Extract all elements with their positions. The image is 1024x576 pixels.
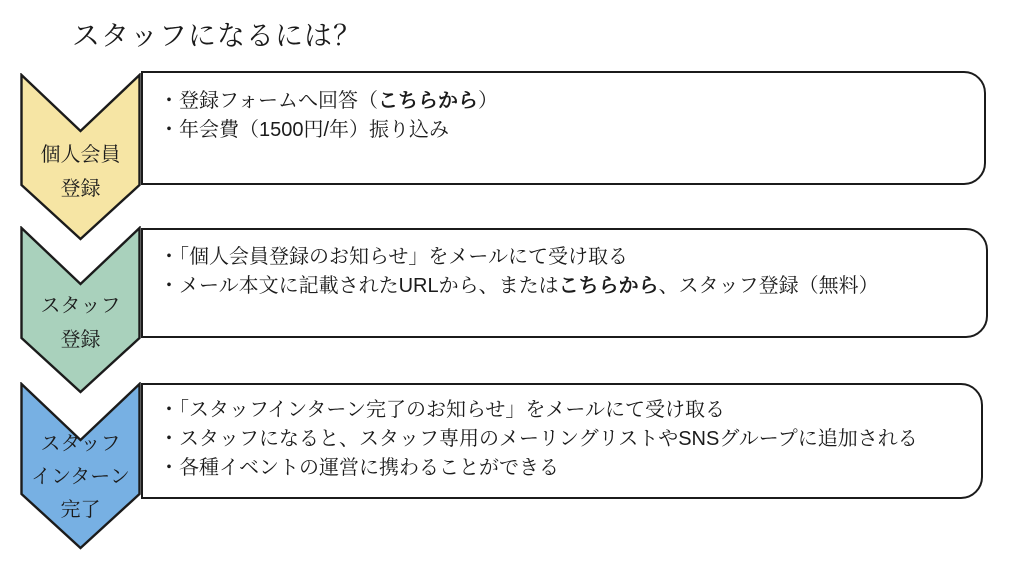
kochira-link[interactable]: こちらから	[558, 275, 659, 297]
bullet-line	[159, 87, 974, 116]
step-label-line: スタッフ	[40, 433, 121, 455]
bullet-text: ・年会費（1500円/年）振り込み	[159, 119, 450, 141]
page-title: スタッフになるには？	[72, 20, 363, 51]
bullet-text-post: 、スタッフ登録（無料）	[658, 275, 879, 297]
bullet-text: ・各種イベントの運営に携わることができる	[159, 457, 559, 479]
step-label	[10, 138, 151, 206]
bullet-text: ・スタッフになると、スタッフ専用のメーリングリストやSNSグループに追加される	[159, 428, 918, 450]
bullet-line	[159, 116, 974, 145]
step-label-line: スタッフ	[40, 295, 121, 317]
step-label-line: 個人会員	[40, 144, 121, 166]
bullet-text: ・メール本文に記載されたURLから、または	[159, 275, 559, 297]
step-label-line: 登録	[60, 178, 101, 200]
bullet-text-post: ）	[478, 90, 498, 112]
kochira-link[interactable]: こちらから	[378, 90, 478, 112]
bullet-text: ・「スタッフインターン完了のお知らせ」をメールにて受け取る	[159, 399, 725, 421]
bullet-text: ・「個人会員登録のお知らせ」をメールにて受け取る	[159, 246, 628, 268]
step-label-line: 登録	[60, 329, 101, 351]
step-label-line: 完了	[60, 499, 101, 521]
step-label-line: インターン	[31, 466, 130, 488]
step-detail-box	[141, 71, 986, 185]
bullet-text: ・登録フォームへ回答（	[159, 90, 378, 112]
